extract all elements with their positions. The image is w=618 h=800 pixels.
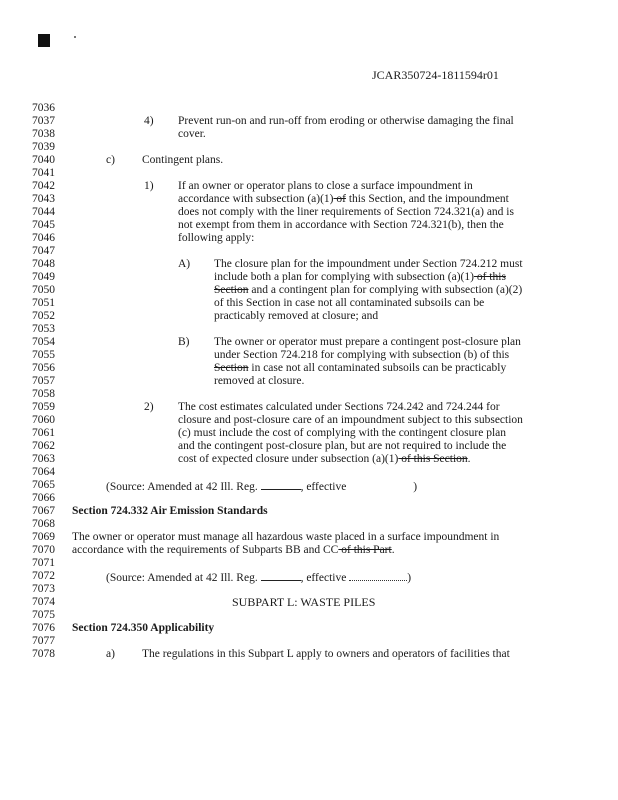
c2-line-4: and the contingent post-closure plan, but are not required to include the [178,440,507,452]
item-B-line-4: removed at closure. [214,375,305,387]
line-number: 7050 [32,284,55,296]
line-number: 7062 [32,440,55,452]
c1-line-2: accordance with subsection (a)(1) of this Section, and the impoundment [178,193,509,205]
document-id: JCAR350724-1811594r01 [372,68,499,82]
item-A-line-5: practicably removed at closure; and [214,310,379,322]
source-note-2: (Source: Amended at 42 Ill. Reg. , effective ) [106,572,412,584]
line-number: 7056 [32,362,55,374]
line-number: 7058 [32,388,55,400]
line-number: 7070 [32,544,55,556]
item-4-label: 4) [144,115,154,127]
line-number: 7064 [32,466,55,478]
section-724-350-title: Section 724.350 Applicability [72,622,215,634]
line-number: 7051 [32,297,55,309]
line-number: 7075 [32,609,55,621]
line-number: 7065 [32,479,55,491]
line-number: 7061 [32,427,55,439]
item-4-line-2: cover. [178,128,206,140]
section-724-332-title: Section 724.332 Air Emission Standards [72,505,268,517]
item-B-line-2: under Section 724.218 for complying with subsection (b) of this [214,349,510,361]
line-number: 7052 [32,310,55,322]
line-number: 7039 [32,141,55,153]
line-number: 7063 [32,453,55,465]
line-number: 7038 [32,128,55,140]
c2-line-3: (c) must include the cost of complying with the contingent closure plan [178,427,506,439]
line-number: 7055 [32,349,55,361]
item-A-line-1: The closure plan for the impoundment under Section 724.212 must [214,258,523,270]
c1-line-4: not exempt from them in accordance with Section 724.321(b), then the [178,219,504,231]
subsection-a-label: a) [106,648,115,660]
c1-line-3: does not comply with the liner requirements of Section 724.321(a) and is [178,206,514,218]
line-number: 7041 [32,167,55,179]
line-number: 7040 [32,154,55,166]
line-number: 7047 [32,245,55,257]
struck-text: Section [214,362,249,374]
line-number: 7046 [32,232,55,244]
line-number: 7042 [32,180,55,192]
line-number: 7077 [32,635,55,647]
line-number: 7037 [32,115,55,127]
subpart-l-heading: SUBPART L: WASTE PILES [232,595,376,609]
struck-text: of [333,193,346,205]
line-number: 7043 [32,193,55,205]
item-4-line-1: Prevent run-on and run-off from eroding or otherwise damaging the final [178,115,514,127]
line-number: 7076 [32,622,55,634]
c1-line-5: following apply: [178,232,255,244]
line-number: 7036 [32,102,55,114]
struck-text: of this [473,271,506,283]
struck-text: Section [214,284,249,296]
c1-label: 1) [144,180,154,192]
scan-corner-mark [38,34,50,47]
source-note-1: (Source: Amended at 42 Ill. Reg. , effective ) [106,481,418,493]
struck-text: of this Part [338,544,392,556]
line-number: 7057 [32,375,55,387]
c2-line-2: closure and post-closure care of an impoundment subject to this subsection [178,414,523,426]
item-A-label: A) [178,258,191,270]
line-number: 7049 [32,271,55,283]
line-number: 7048 [32,258,55,270]
section-724-332-line-1: The owner or operator must manage all hazardous waste placed in a surface impoundment in [72,531,500,543]
line-number: 7067 [32,505,55,517]
line-number: 7059 [32,401,55,413]
line-number: 7072 [32,570,55,582]
item-A-line-4: of this Section in case not all contaminated subsoils can be [214,297,485,309]
item-B-line-3: Section in case not all contaminated subsoils can be practicably [214,362,507,374]
line-number: 7054 [32,336,55,348]
line-number: 7053 [32,323,55,335]
c2-line-5: cost of expected closure under subsection (a)(1) of this Section. [178,453,471,465]
line-number: 7066 [32,492,55,504]
item-B-label: B) [178,336,190,348]
subsection-c-title: Contingent plans. [142,154,224,166]
item-A-line-2: include both a plan for complying with subsection (a)(1) of this [214,271,506,283]
line-number: 7069 [32,531,55,543]
line-number: 7044 [32,206,55,218]
subsection-c-label: c) [106,154,115,166]
struck-text: of this Section [398,453,468,465]
subsection-a-line-1: The regulations in this Subpart L apply to owners and operators of facilities that [142,648,510,660]
item-A-line-3: Section and a contingent plan for complying with subsection (a)(2) [214,284,523,296]
item-B-line-1: The owner or operator must prepare a contingent post-closure plan [214,336,521,348]
line-number: 7078 [32,648,55,660]
line-number: 7068 [32,518,55,530]
c2-label: 2) [144,401,154,413]
section-724-332-line-2: accordance with the requirements of Subparts BB and CC of this Part. [72,544,395,556]
line-number: 7071 [32,557,55,569]
line-number: 7060 [32,414,55,426]
c1-line-1: If an owner or operator plans to close a surface impoundment in [178,180,473,192]
c2-line-1: The cost estimates calculated under Sections 724.242 and 724.244 for [178,401,500,413]
line-number: 7045 [32,219,55,231]
line-number: 7073 [32,583,55,595]
scan-dot [74,36,76,38]
line-number: 7074 [32,596,55,608]
